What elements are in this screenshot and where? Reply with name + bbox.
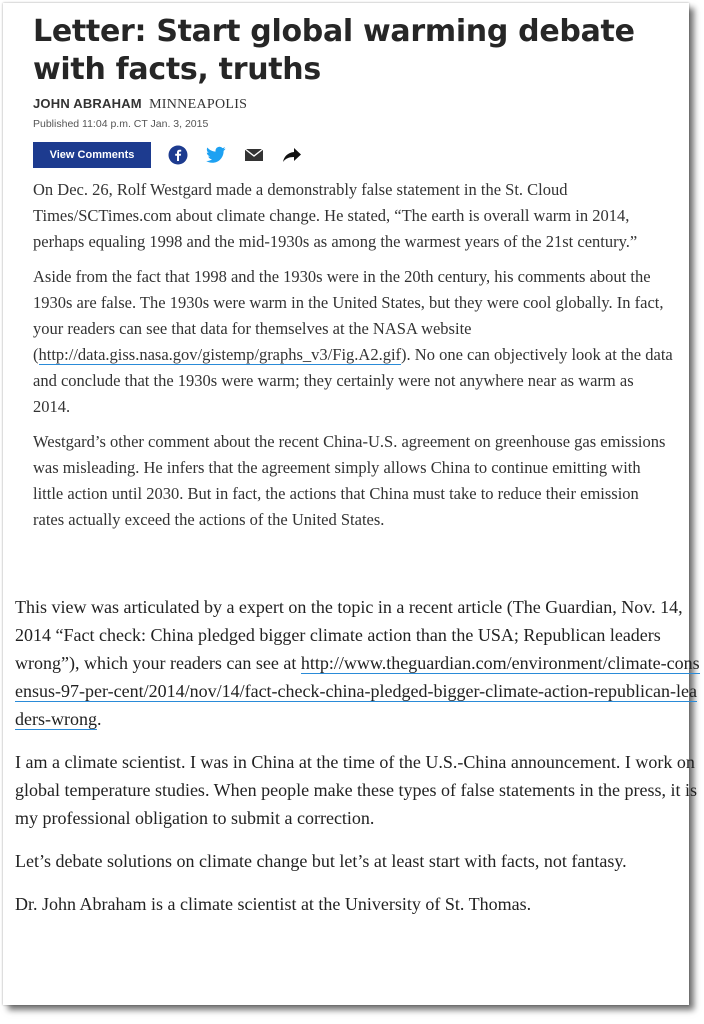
paragraph-text: ). No one can objectively look at the data and conclude that the 1930s were warm; they certainly were not anywhere near as warm as 2014. <box>33 345 673 416</box>
article-paragraph <box>33 264 673 420</box>
article-card <box>3 3 700 1005</box>
article-body <box>33 177 673 542</box>
paragraph-text: This view was articulated by a expert on the topic in a recent article (The Guardian, Nov. 14, 2014 “Fact check: China pledged bigger climate action than the USA; Republican leaders wrong”), which your readers can see at <box>15 597 683 673</box>
published-timestamp: Published 11:04 p.m. CT Jan. 3, 2015 <box>33 118 209 130</box>
page-title: Letter: Start global warming debate with facts, truths <box>33 14 635 87</box>
byline <box>33 95 247 114</box>
view-comments-button[interactable]: View Comments <box>33 142 151 168</box>
article-actions-bar <box>33 142 317 168</box>
twitter-icon[interactable] <box>203 142 229 168</box>
author-bio: Dr. John Abraham is a climate scientist at the University of St. Thomas. <box>15 894 532 914</box>
article-paragraph <box>15 593 704 733</box>
article-paragraph: On Dec. 26, Rolf Westgard made a demonstrably false statement in the St. Cloud Times/SCTimes.com about climate change. He stated, “The earth is overall warm in 2014, perhaps equaling 1998 and the mid-1930s as among the warmest years of the 21st century.” <box>33 180 638 251</box>
paragraph-text: . <box>96 709 102 729</box>
guardian-article-link[interactable]: http://www.theguardian.com/environment/climate-consensus-97-per-cent/2014/nov/14/fact-check-china-pledged-bigger-climate-action-republican-leaders-wrong <box>15 653 700 729</box>
author-location: MINNEAPOLIS <box>149 97 248 112</box>
paragraph-text: Aside from the fact that 1998 and the 1930s were in the 20th century, his comments about the 1930s are false. The 1930s were warm in the United States, but they were cool globally. In fact, your readers can see that data for themselves at the NASA website ( <box>33 267 664 364</box>
article-paragraph: Let’s debate solutions on climate change but let’s at least start with facts, not fantasy. <box>15 851 627 871</box>
nasa-data-link[interactable]: http://data.giss.nasa.gov/gistemp/graphs_v3/Fig.A2.gif <box>38 345 402 364</box>
article-paragraph: Westgard’s other comment about the recent China-U.S. agreement on greenhouse gas emissions was misleading. He infers that the agreement simply allows China to continue emitting with little action until 2030. But in fact, the actions that China must take to reduce their emission rates actually exceed the actions of the United States. <box>33 432 666 529</box>
article-body-continued <box>15 593 704 933</box>
email-icon[interactable] <box>241 142 267 168</box>
facebook-icon[interactable] <box>165 142 191 168</box>
article-paragraph: I am a climate scientist. I was in China at the time of the U.S.-China announcement. I work on global temperature studies. When people make these types of false statements in the press, it is my professional obligation to submit a correction. <box>15 752 697 828</box>
share-icon[interactable] <box>279 142 305 168</box>
author-name[interactable]: JOHN ABRAHAM <box>33 96 142 111</box>
